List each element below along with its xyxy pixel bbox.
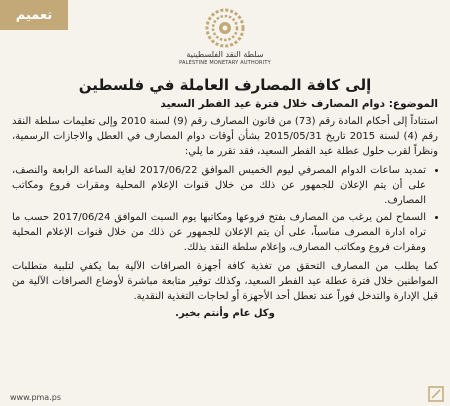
website-url: www.pma.ps <box>10 393 61 402</box>
atm-paragraph: كما يطلب من المصارف التحقق من تغذية كافة أجهزة الصرافات الآلية بما يكفي لتلبية متطلبات المواطنين خلال فترة عطلة عيد الفطر السعيد، وكذلك توفير متابعة مباشرة لأوضاع الصرافات الآلية من قبل الإدارة والتدخل فوراً عند تعطل أحد الأجهزة أو لحاجات التغذية النقدية. <box>12 261 438 302</box>
pma-logo <box>160 8 290 66</box>
intro-paragraph: استناداً إلى أحكام المادة رقم (73) من قانون المصارف رقم (9) لسنة 2010 وإلى تعليمات سلطة النقد رقم (4) لسنة 2015 تاريخ 2015/05/31 بشأن أوقات دوام المصارف في العطل والاجازات الرسمية، ونظراً لقرب حلول عطلة عيد الفطر السعيد، فقد تقرر ما يلي: <box>12 116 439 157</box>
circular-subject: الموضوع: دوام المصارف خلال فترة عيد الفطر السعيد <box>160 98 438 110</box>
corner-emblem-icon <box>428 386 444 402</box>
pma-emblem-icon <box>205 8 245 48</box>
sign-off: وكل عام وأنتم بخير. <box>175 308 275 319</box>
circular-title: إلى كافة المصارف العاملة في فلسطين <box>78 76 372 94</box>
decision-item-saturday-opening: • السماح لمن يرغب من المصارف بفتح فروعها ومكاتبها يوم السبت الموافق 2017/06/24 حسب ما تراه ادارة المصرف مناسباً، على أن يتم الإعلان للجمهور عن ذلك من خلال قنوات الإعلام المحلية ومقرات فروع ومكاتب المصارف، وإعلام سلطة النقد بذلك. <box>12 210 426 255</box>
decision-item-extend-hours: • تمديد ساعات الدوام المصرفي ليوم الخميس الموافق 2017/06/22 لغاية الساعة الرابعة والنصف، على أن يتم الإعلان للجمهور عن ذلك من خلال قنوات الإعلام المحلية ومقرات فروع ومكاتب المصارف. <box>12 163 426 208</box>
decision-list <box>12 163 438 255</box>
logo-name-arabic: سلطة النقد الفلسطينية <box>186 50 264 59</box>
circular-body <box>12 76 438 319</box>
circular-tag: تعميم <box>0 0 68 30</box>
logo-name-english: PALESTINE MONETARY AUTHORITY <box>179 60 271 66</box>
